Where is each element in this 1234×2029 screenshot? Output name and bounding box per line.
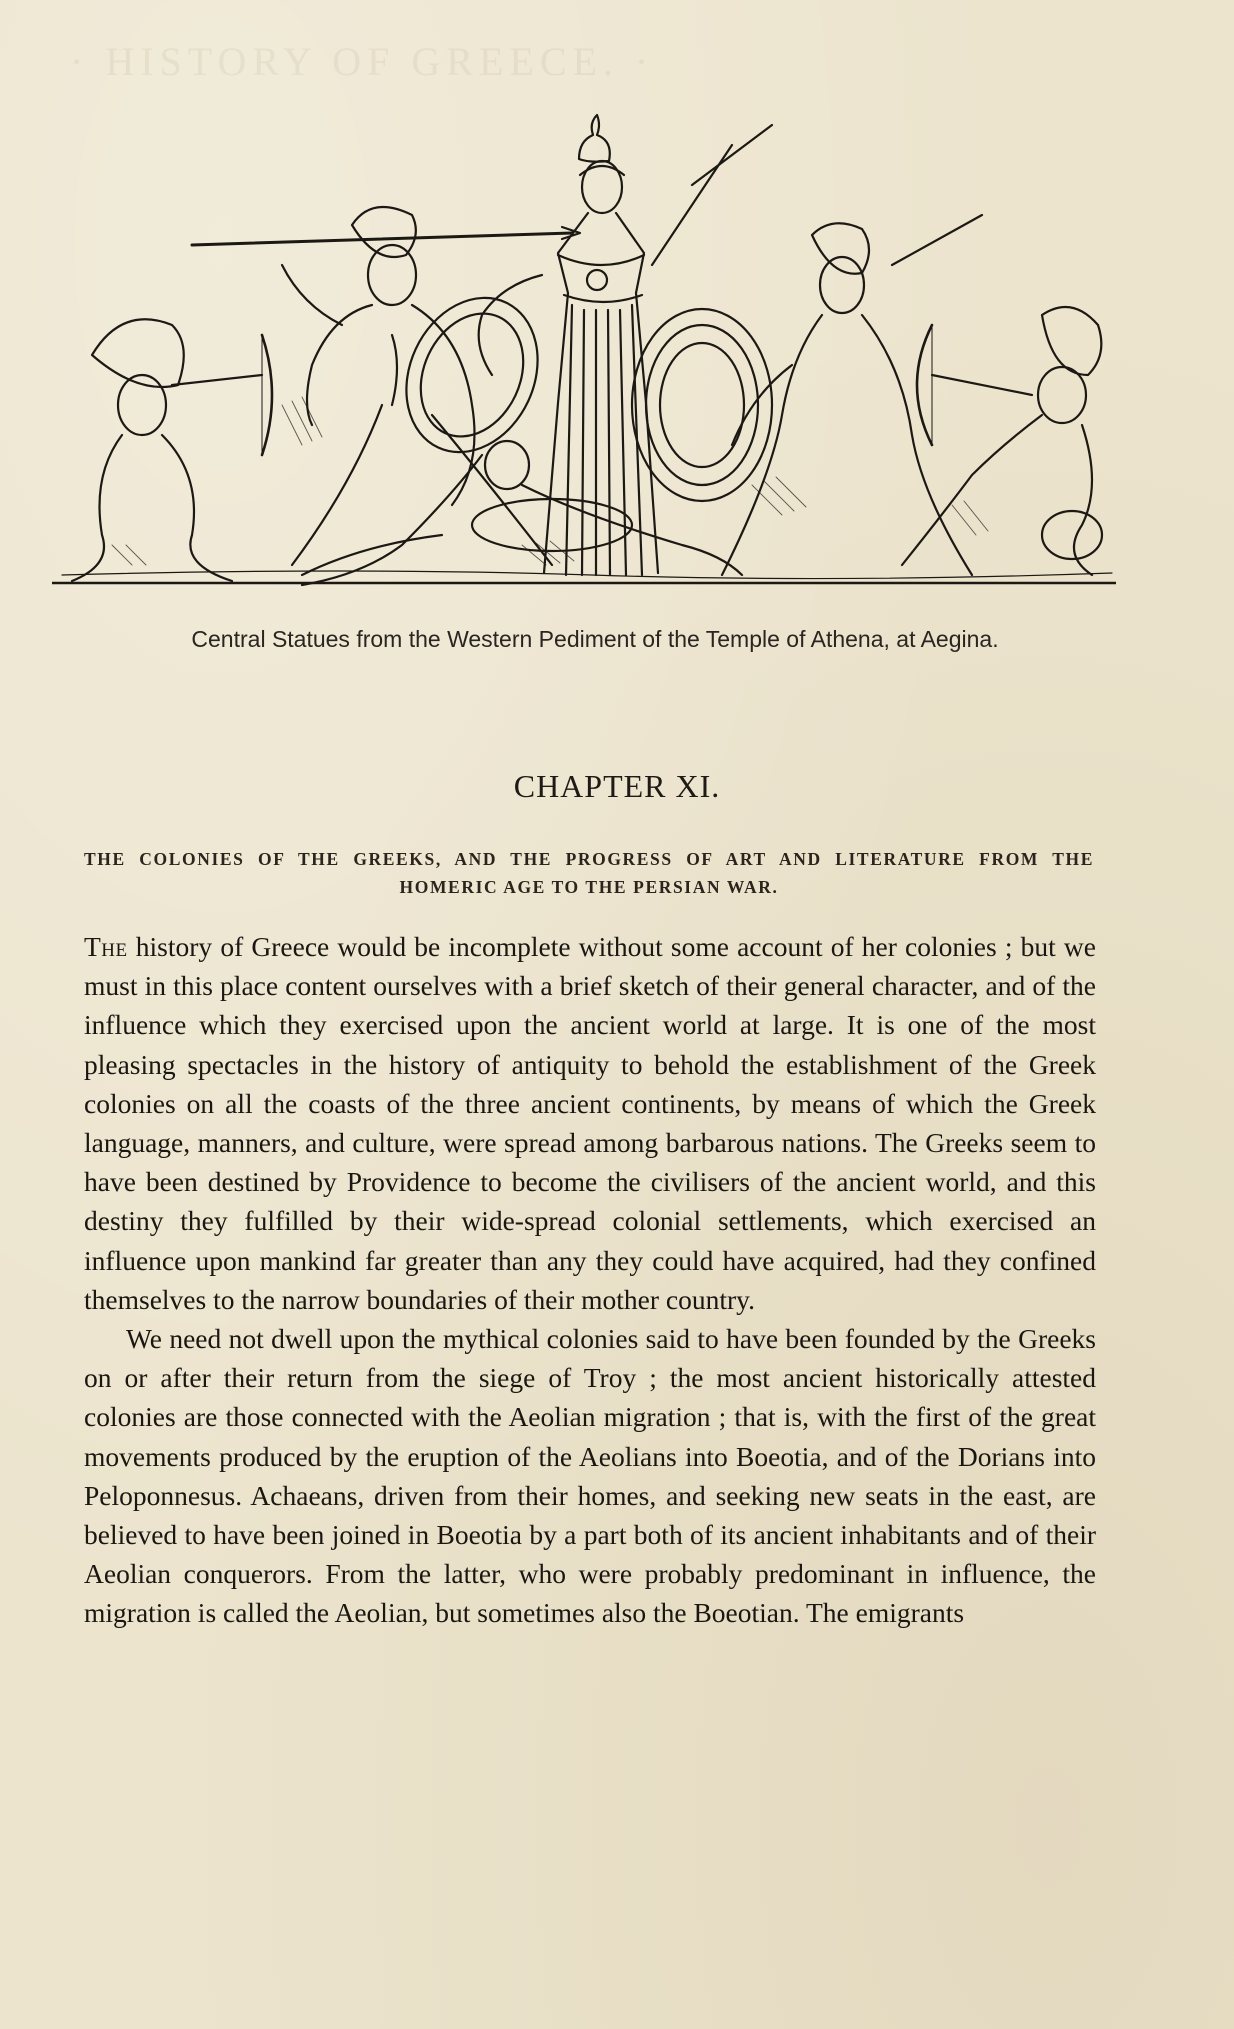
pediment-statues-engraving [52,105,1116,595]
spearman-figure [192,207,580,565]
left-archer-figure [72,319,272,581]
chapter-title: CHAPTER XI. [513,768,721,804]
shield-right [632,309,772,501]
paragraph-1-lead: The [84,931,128,962]
figure-caption: Central Statues from the Western Pediment of the Temple of Athena, at Aegina. [191,626,999,652]
chapter-subtitle: THE COLONIES OF THE GREEKS, AND THE PROGRESS OF ART AND LITERATURE FROM THE HOMERIC AGE TO THE PERSIAN WAR. [84,849,1094,897]
paragraph-1 [84,927,1096,1319]
paragraph-2: We need not dwell upon the mythical colonies said to have been founded by the Greeks on or after their return from the siege of Troy ; the most ancient historically attested colonies are those connected with the Aeolian migration ; that is, with the first of the great movements produced by the eruption of the Aeolians into Boeotia, and of the Dorians into Peloponnesus. Achaeans, driven from their homes, and seeking new seats in the east, are believed to have been joined in Boeotia by a part both of its ancient inhabitants and of their Aeolian conquerors. From the latter, who were probably predominant in influence, the migration is called the Aeolian, but sometimes also the Boeotian. The emigrants [84,1323,1096,1629]
right-archer-figure [902,307,1102,575]
paragraph-1-text: history of Greece would be incomplete without some account of her colonies ; but we must in this place content ourselves with a brief sketch of their general character, and of the influence which they exercised upon the ancient world at large. It is one of the most pleasing spectacles in the history of antiquity to behold the establishment of the Greek colonies on all the coasts of the three ancient continents, by means of which the Greek language, manners, and culture, were spread among barbarous nations. The Greeks seem to have been destined by Providence to become the civilisers of the ancient world, and this destiny they fulfilled by their wide-spread colonial settlements, which exercised an influence upon mankind far greater than any they could have acquired, had they confined themselves to the narrow boundaries of their mother country. [84,931,1096,1315]
chapter-body [84,927,1096,1633]
right-warrior-figure [722,215,982,575]
athena-figure [479,115,772,575]
fallen-warrior-figure [302,441,742,585]
shield-left [382,276,562,473]
show-through-header: · HISTORY OF GREECE. · [70,39,655,84]
